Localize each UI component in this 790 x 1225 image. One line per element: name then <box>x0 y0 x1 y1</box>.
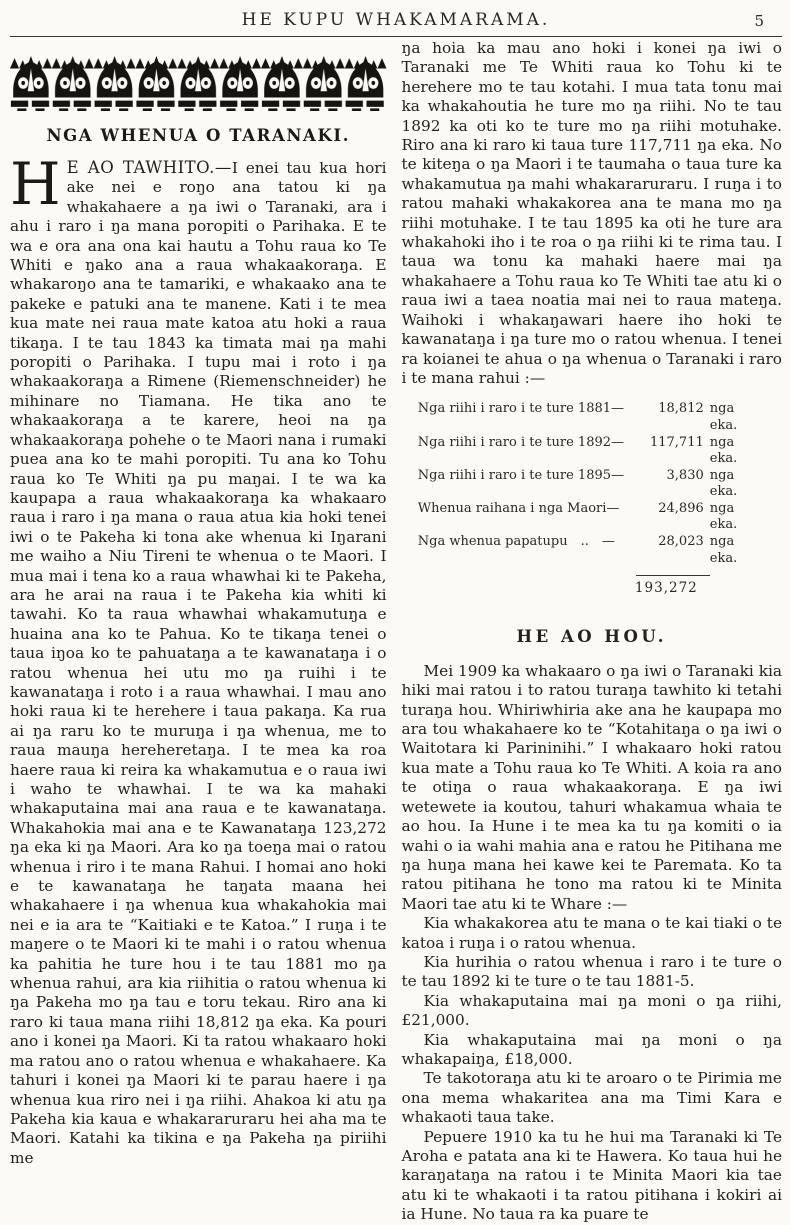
left-body-text: I enei tau kua hori ake nei e roŋo ana tatou ki ŋa whakahaere a ŋa iwi o Taranaki, ara i ahu i raro i ŋa mana poropiti o Parihaka. E te wa e ora ana ona kai hautu a Tohu raua ko Te Whiti e ŋako ana a raua whakaakoraŋa. E whakaroŋo ana te tamariki, e whakaako ana te pakeke e patuki ana te manene. Kati i te mea kua mate nei raua mate katoa atu hoki a raua tikaŋa. I te tau 1843 ka timata mai ŋa mahi poropiti o Parihaka. I tupu mai i roto i ŋa whakaakoraŋa a Rimene (Riemenschneider) he mihinare no Tiamana. He tika ano te whakaakoraŋa a te karere, heoi na ŋa whakaakoraŋa pohehe o te Maori nana i rumaki puea ana ko te mahi poropiti. Tu ana ko Tohu raua ko Te Whiti ŋa pu maŋai. I te wa ka kaupapa a raua whakaakoraŋa ka whakaaro raua i raro i ŋa mana o raua atua kia hoki tenei iwi o te Pakeha ki tona ake whenua ki Iŋarani me waiho a Niu Tireni te whenua o te Maori. I mua mai i tena ko a raua whawhai ki te Pakeha, ara he arai na raua i te Pakeha kia whiti ki tawahi. Ko ta raua whawhai whakamutuŋa e huaina ana ko te Pahua. Ko te tikaŋa tenei o taua iŋoa ko te pahuataŋa a te kawanataŋa i o ratou whenua hei utu mo ŋa ruihi i te kawanataŋa i roto i a raua whawhai. I mau ano hoki raua ki te herehere i taua pakaŋa. Ka rua ai ŋa raru ko te muruŋa i ŋa whenua, me to raua mauŋa hereheretaŋa. I te mea ka roa haere raua ki reira ka whakamutua e o raua iwi i waho te whawhai. I te wa ka mahaki whakaputaina mai ana raua e te kawanataŋa. Whakahokia mai ana e te Kawanataŋa 123,272 ŋa eka ki ŋa Maori. Ara ko ŋa toeŋa mai o ratou whenua i riro i te mana Rahui. I homai ano hoki e te kawanataŋa he taŋata maana hei whakahaere i ŋa whenua kua whakahokia mai nei e ia ara te “Kaitiaki e te Katoa.” I ruŋa i te maŋere o te Maori ki te mahi i o ratou whenua ka pahitia he ture hou i te tau 1881 mo ŋa whenua rahui, ara kia riihitia o ratou whenua ki ŋa Pakeha mo ŋa tau e toru tekau. Riro ana ki raro ki taua mana riihi 18,812 ŋa eka. Ka pouri ano i konei ŋa Maori. Ki ta ratou whakaaro hoki ma ratou ano o ratou whenua e whakahaere. Ka tahuri i konei ŋa Maori ki te parau haere i ŋa whenua kua riro nei i ŋa riihi. Ahakoa ki atu ŋa Pakeha kia kaua e whakararuraru hei aha ma te Maori. Katahi ka tikina e ŋa Pakeha ŋa piriihi me <box>10 159 387 1167</box>
table-row <box>418 534 766 567</box>
row-label: Nga riihi i raro i te ture 1892— <box>417 434 625 450</box>
table-total: 193,272 <box>634 580 698 597</box>
row-value: 18,812 <box>658 401 704 417</box>
row-label: Nga riihi i raro i te ture 1895— <box>417 467 625 483</box>
table-row <box>418 468 766 501</box>
row-value: 28,023 <box>658 534 704 550</box>
palmette-ornament-band-icon <box>10 55 387 111</box>
continuation-paragraph: ŋa hoia ka mau ano hoki i konei ŋa iwi o Taranaki me Te Whiti raua ko Tohu ki te herehere mo te tau kotahi. I mua tata tonu mai ka whakahoutia he ture mo ŋa riihi. No te tau 1892 ka oti ko te ture mo ŋa riihi motuhake. Riro ana ki raro ki taua ture 117,711 ŋa eka. No te kiteŋa o ŋa Maori i te taumaha o taua ture ka whakamutua ŋa mahi whakararuraru. I ruŋa i to ratou mahaki whakakorea ana te mana mo ŋa riihi motuhake. I te tau 1895 ka oti he ture ara whakahoki iho i te roa o ŋa riihi ki te rima tau. I taua wa tonu ka mahaki haere mai ŋa whakahaere a Tohu raua ko Te Whiti tae atu ki o raua iwi a taea noatia mai nei to raua mateŋa. Waihoki i whakaŋawari haere iho hoki te kawanataŋa i ŋa ture mo o ratou whenua. I tenei ra koianei te ahua o ŋa whenua o Taranaki i raro i te mana rahui :— <box>401 39 782 387</box>
row-value: 24,896 <box>658 500 704 516</box>
row-label: Nga whenua papatupu .. — <box>417 534 615 550</box>
land-acreage-table <box>418 401 766 597</box>
closing-paragraph: Pepuere 1910 ka tu he hui ma Taranaki ki Te Aroha e patata ana ki te Hawera. Ko taua hui he karaŋataŋa na ratou i te Minita Maori kia tae atu ki te whakaoti i ta ratou pitihana i kokiri ai ia Hune. No taua ra ka puare te <box>401 1127 782 1224</box>
paragraph: Mei 1909 ka whakaaro o ŋa iwi o Taranaki kia hiki mai ratou i to ratou turaŋa tawhito ki tetahi turaŋa hou. Whiriwhiria ake ana he kaupapa mo ara tou whakahaere ko te “Kotahitaŋa o ŋa iwi o Waitotara ki Parininihi.” I whakaaro hoki ratou kua mate a Tohu raua ko Te Whiti. A koia ra ano te otiŋa o raua whakaakoraŋa. E ŋa iwi wetewete ia koutou, tahuri whakamua whaia te ao hou. Ia Hune i te mea ka tu ŋa komiti o ia wahi o ia wahi mahia ana e ratou he Pitihana me ŋa huŋa mana hei kawe kei te Paremata. Ko ta ratou pitihana he tono ma ratou ki te Minita Maori tae atu ki te Whare :— <box>401 661 782 913</box>
row-unit: nga eka. <box>709 401 738 433</box>
row-unit: nga eka. <box>709 467 738 500</box>
drop-cap: H <box>10 150 61 218</box>
lead-in-caps: E AO TAWHITO.— <box>66 158 232 177</box>
lead-paragraph <box>10 150 387 1168</box>
page-title: HE KUPU WHAKAMARAMA. <box>241 10 551 30</box>
running-head <box>10 6 782 37</box>
petition-item: Te takotoraŋa atu ki te aroaro o te Pirimia me ona mema whakaritea ana ma Timi Kara e whakaoti taua take. <box>401 1069 782 1127</box>
row-label: Whenua raihana i nga Maori— <box>417 500 620 516</box>
page-number: 5 <box>754 12 764 30</box>
row-value: 3,830 <box>666 467 704 483</box>
text-columns <box>10 39 782 1225</box>
table-row <box>418 435 766 468</box>
row-label: Nga riihi i raro i te ture 1881— <box>417 401 625 417</box>
right-column <box>402 39 782 1225</box>
row-unit: nga eka. <box>709 434 738 467</box>
row-unit: nga eka. <box>709 500 738 533</box>
petition-item: Kia whakaputaina mai ŋa moni o ŋa riihi, £21,000. <box>401 991 782 1030</box>
table-total-rule <box>636 575 710 576</box>
article-heading: NGA WHENUA O TARANAKI. <box>46 126 351 145</box>
row-value: 117,711 <box>649 434 704 450</box>
table-row <box>418 401 766 434</box>
petition-item: Kia hurihia o ratou whenua i raro i te ture o te tau 1892 ki te ture o te tau 1881-5. <box>401 952 782 991</box>
row-unit: nga eka. <box>709 534 738 566</box>
petition-item: Kia whakakorea atu te mana o te kai tiaki o te katoa i ruŋa i o ratou whenua. <box>401 914 782 952</box>
petition-item: Kia whakaputaina mai ŋa moni o ŋa whakapaiŋa, £18,000. <box>401 1030 782 1068</box>
section-heading: HE AO HOU. <box>516 626 667 646</box>
left-column <box>10 39 387 1168</box>
table-row <box>418 501 766 534</box>
